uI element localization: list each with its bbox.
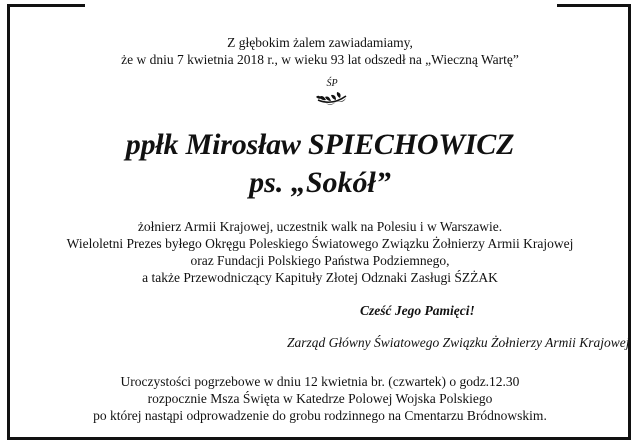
intro-line: że w dniu 7 kwietnia 2018 r., w wieku 93 lat odszedł na „Wieczną Wartę” [121,52,519,67]
honor-phrase: Cześć Jego Pamięci! [360,303,475,318]
bio-line: a także Przewodniczący Kapituły Złotej Odznaki Zasługi ŚZŻAK [142,270,498,285]
funeral-info [0,373,640,424]
deceased-pseudonym: ps. „Sokół” [249,166,391,199]
frame-top-right [557,4,631,7]
laurel-branch-icon [312,76,352,110]
funeral-line: Uroczystości pogrzebowe w dniu 12 kwietnia br. (czwartek) o godz.12.30 [120,374,520,389]
board-signature: Zarząd Główny Światowego Związku Żołnierzy Armii Krajowej [287,335,630,350]
biography [0,218,640,286]
bio-line: żołnierz Armii Krajowej, uczestnik walk na Polesiu i w Warszawie. [137,219,503,234]
bio-line: oraz Fundacji Polskiego Państwa Podziemnego, [190,253,450,268]
funeral-line: rozpocznie Msza Święta w Katedrze Polowej Wojska Polskiego [147,391,493,406]
deceased-name: ppłk Mirosław SPIECHOWICZ [125,128,515,161]
frame-top-left [7,4,85,7]
intro-text [0,34,640,68]
bio-line: Wieloletni Prezes byłego Okręgu Poleskiego Światowego Związku Żołnierzy Armii Krajowej [66,236,574,251]
funeral-line: po której nastąpi odprowadzenie do grobu rodzinnego na Cmentarzu Bródnowskim. [93,408,547,423]
emblem-letters: ŚP [326,78,338,89]
intro-line: Z głębokim żalem zawiadamiamy, [227,35,413,50]
